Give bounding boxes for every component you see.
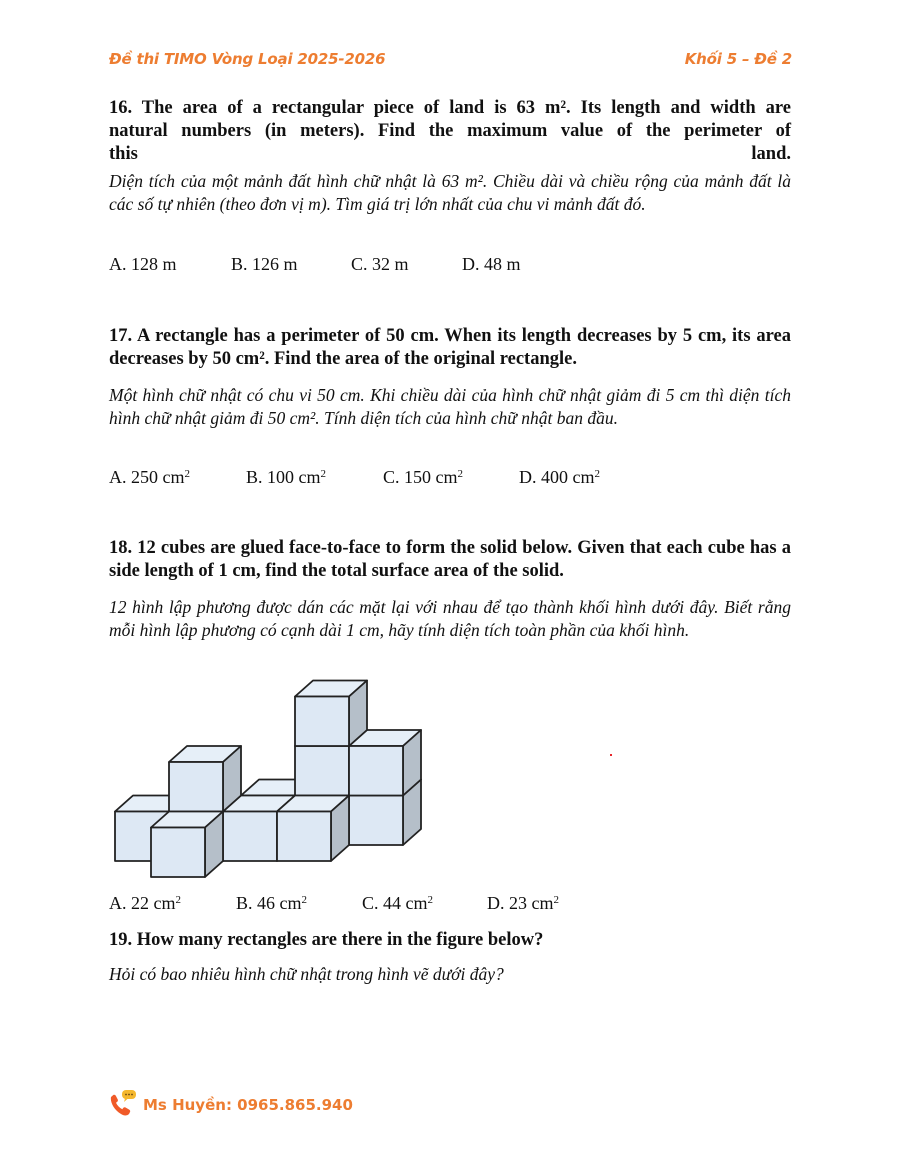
cube-front-face — [349, 746, 403, 796]
question-16-en — [109, 97, 791, 166]
cube-front-face — [151, 828, 205, 878]
question-18-en: 18. 12 cubes are glued face-to-face to form the solid below. Given that each cube has a side length of 1 cm, find the total surface area of the solid. — [109, 538, 791, 581]
cube-solid-figure — [100, 670, 440, 885]
phone-chat-icon — [107, 1088, 139, 1120]
cube-front-face — [295, 746, 349, 796]
q18-option-c[interactable]: C. 44 $cm^2$ — [362, 893, 433, 913]
stray-red-dot — [610, 754, 612, 756]
question-17-vi: Một hình chữ nhật có chu vi 50 cm. Khi chiều dài của hình chữ nhật giảm đi 5 cm thì diện tích hình chữ nhật giảm đi 50 cm². Tính diện tích của hình chữ nhật ban đầu. — [109, 385, 791, 428]
cube-front-face — [223, 812, 277, 862]
q16-en-line-1: 16. The area of a rectangular piece of land is 63 m². Its length and width are — [109, 98, 791, 118]
cube-front-face — [349, 796, 403, 846]
q17-option-b[interactable]: B. 100 $cm^2$ — [246, 467, 326, 487]
q17-option-d[interactable]: D. 400 $cm^2$ — [519, 467, 600, 487]
question-18-vi: 12 hình lập phương được dán các mặt lại với nhau để tạo thành khối hình dưới đây. Biết rằng mỗi hình lập phương có cạnh dài 1 cm, hãy tính diện tích toàn phần của khối hình. — [109, 597, 791, 640]
exam-title: Đề thi TIMO Vòng Loại 2025-2026 — [109, 50, 386, 68]
cube-front-face — [169, 762, 223, 812]
exam-grade: Khối 5 – Đề 2 — [684, 50, 792, 68]
question-19-vi: Hỏi có bao nhiêu hình chữ nhật trong hình vẽ dưới đây? — [109, 964, 504, 984]
unit-cube — [151, 812, 223, 878]
q16-en-line-3 — [109, 143, 791, 166]
footer-contact — [107, 1086, 353, 1120]
unit-cube — [277, 796, 349, 862]
question-16-options — [0, 254, 900, 278]
question-17-options — [0, 467, 900, 491]
q18-option-b[interactable]: B. 46 $cm^2$ — [236, 893, 307, 913]
cube-front-face — [277, 812, 331, 862]
q16-option-c[interactable]: C. 32 m — [351, 254, 409, 274]
q16-option-d[interactable]: D. 48 m — [462, 254, 521, 274]
q16-en-word-this: this — [109, 144, 138, 164]
q17-option-a[interactable]: A. 250 $cm^2$ — [109, 467, 190, 487]
q16-option-a[interactable]: A. 128 m — [109, 254, 177, 274]
q16-en-word-land: land. — [751, 144, 791, 164]
question-18-options — [0, 893, 900, 917]
q18-option-a[interactable]: A. 22 $cm^2$ — [109, 893, 181, 913]
question-17-en: 17. A rectangle has a perimeter of 50 cm. When its length decreases by 5 cm, its area decreases by 50 cm². Find the area of the original rectangle. — [109, 326, 791, 369]
unit-cube — [169, 746, 241, 812]
cube-front-face — [295, 697, 349, 747]
unit-cube — [295, 681, 367, 747]
q18-option-d[interactable]: D. 23 $cm^2$ — [487, 893, 559, 913]
q17-option-c[interactable]: C. 150 $cm^2$ — [383, 467, 463, 487]
unit-cube — [349, 730, 421, 796]
question-16-vi: Diện tích của một mảnh đất hình chữ nhật là 63 m². Chiều dài và chiều rộng của mảnh đất là các số tự nhiên (theo đơn vị m). Tìm giá trị lớn nhất của chu vi mảnh đất đó. — [109, 171, 791, 214]
q16-en-line-2: natural numbers (in meters). Find the maximum value of the perimeter of — [109, 121, 791, 141]
contact-text: Ms Huyền: 0965.865.940 — [143, 1096, 353, 1114]
q16-option-b[interactable]: B. 126 m — [231, 254, 298, 274]
question-19-en: 19. How many rectangles are there in the figure below? — [109, 930, 544, 950]
